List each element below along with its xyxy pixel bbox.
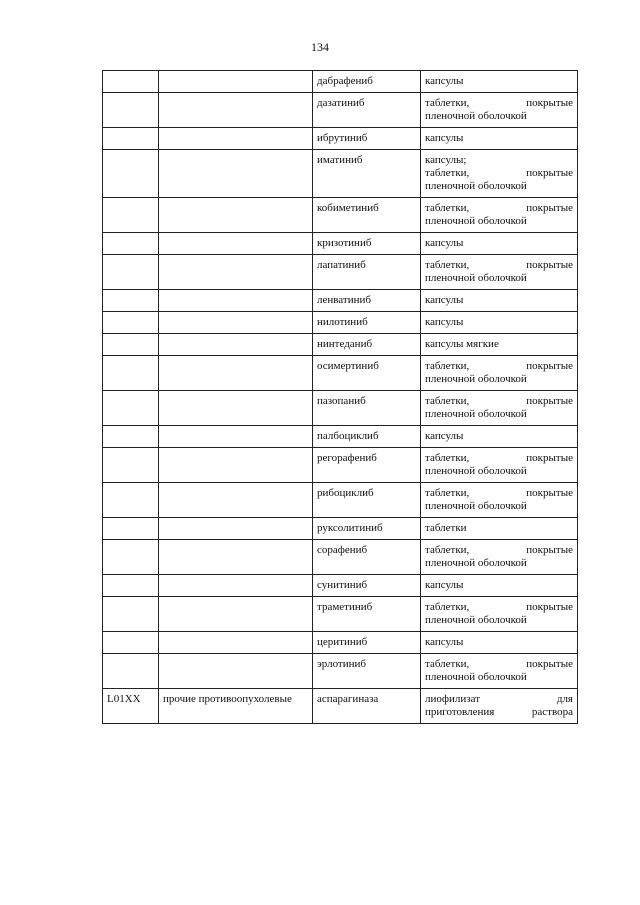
table-row [103, 93, 578, 128]
drug-name-cell: кобиметиниб [313, 198, 421, 233]
dosage-form-line: капсулы мягкие [425, 338, 499, 350]
atc-code-cell [103, 540, 159, 575]
pharmacological-group-cell [159, 654, 313, 689]
dosage-form-line: лиофилизат для [425, 693, 573, 705]
pharmacological-group-cell [159, 426, 313, 448]
dosage-form-cell [421, 518, 578, 540]
pharmacological-group-cell [159, 391, 313, 426]
dosage-form-line: пленочной оболочкой [425, 110, 527, 122]
atc-code-cell [103, 356, 159, 391]
atc-code-cell [103, 128, 159, 150]
dosage-form-cell [421, 150, 578, 198]
atc-code-cell [103, 93, 159, 128]
pharmacological-group-cell [159, 356, 313, 391]
pharmacological-group-cell [159, 150, 313, 198]
dosage-form-cell [421, 689, 578, 724]
drug-name-cell: сунитиниб [313, 575, 421, 597]
pharmacological-group-cell [159, 575, 313, 597]
dosage-form-line: пленочной оболочкой [425, 408, 527, 420]
table-row [103, 128, 578, 150]
table-row [103, 540, 578, 575]
drug-name-cell: рибоциклиб [313, 483, 421, 518]
drug-name-cell: дазатиниб [313, 93, 421, 128]
dosage-form-cell [421, 198, 578, 233]
atc-code-cell [103, 575, 159, 597]
dosage-form-cell [421, 632, 578, 654]
atc-code-cell [103, 426, 159, 448]
dosage-form-line: таблетки, покрытые [425, 167, 573, 179]
table-row [103, 632, 578, 654]
table-row [103, 597, 578, 632]
atc-code-cell [103, 255, 159, 290]
dosage-form-cell [421, 290, 578, 312]
dosage-form-cell [421, 334, 578, 356]
dosage-form-cell [421, 654, 578, 689]
dosage-form-cell [421, 483, 578, 518]
atc-code-cell [103, 198, 159, 233]
atc-code-cell [103, 654, 159, 689]
table-row [103, 233, 578, 255]
drug-name-cell: ибрутиниб [313, 128, 421, 150]
pharmacological-group-cell [159, 71, 313, 93]
dosage-form-line: капсулы [425, 75, 464, 87]
dosage-form-line: пленочной оболочкой [425, 465, 527, 477]
table-row [103, 518, 578, 540]
table-row [103, 575, 578, 597]
atc-code-cell [103, 334, 159, 356]
dosage-form-line: пленочной оболочкой [425, 215, 527, 227]
dosage-form-line: таблетки, покрытые [425, 452, 573, 464]
dosage-form-line: пленочной оболочкой [425, 272, 527, 284]
drug-name-cell: палбоциклиб [313, 426, 421, 448]
drug-name-cell: кризотиниб [313, 233, 421, 255]
table-body [103, 71, 578, 724]
dosage-form-line: капсулы [425, 579, 464, 591]
dosage-form-line: пленочной оболочкой [425, 557, 527, 569]
drug-name-cell: иматиниб [313, 150, 421, 198]
dosage-form-cell [421, 540, 578, 575]
atc-code-cell [103, 150, 159, 198]
atc-code-cell: L01XX [103, 689, 159, 724]
dosage-form-cell [421, 391, 578, 426]
table-row [103, 426, 578, 448]
table-row [103, 356, 578, 391]
dosage-form-line: пленочной оболочкой [425, 671, 527, 683]
dosage-form-line: капсулы [425, 316, 464, 328]
atc-code-cell [103, 632, 159, 654]
drug-name-cell: пазопаниб [313, 391, 421, 426]
dosage-form-cell [421, 448, 578, 483]
atc-code-cell [103, 312, 159, 334]
dosage-form-line: таблетки, покрытые [425, 601, 573, 613]
dosage-form-line: пленочной оболочкой [425, 614, 527, 626]
drug-name-cell: дабрафениб [313, 71, 421, 93]
dosage-form-cell [421, 93, 578, 128]
table-row [103, 71, 578, 93]
table-row [103, 654, 578, 689]
dosage-form-line: таблетки, покрытые [425, 97, 573, 109]
drug-name-cell: осимертиниб [313, 356, 421, 391]
dosage-form-line: пленочной оболочкой [425, 180, 527, 192]
drug-table [102, 70, 578, 724]
pharmacological-group-cell [159, 448, 313, 483]
dosage-form-line: капсулы [425, 430, 464, 442]
dosage-form-line: капсулы [425, 294, 464, 306]
atc-code-cell [103, 597, 159, 632]
drug-name-cell: ленватиниб [313, 290, 421, 312]
dosage-form-line: капсулы [425, 237, 464, 249]
drug-name-cell: нилотиниб [313, 312, 421, 334]
dosage-form-line: таблетки [425, 522, 467, 534]
atc-code-cell [103, 71, 159, 93]
table-row [103, 448, 578, 483]
dosage-form-cell [421, 426, 578, 448]
atc-code-cell [103, 233, 159, 255]
dosage-form-line: капсулы [425, 636, 464, 648]
pharmacological-group-cell [159, 312, 313, 334]
dosage-form-cell [421, 255, 578, 290]
table-row [103, 391, 578, 426]
drug-name-cell: лапатиниб [313, 255, 421, 290]
dosage-form-cell [421, 597, 578, 632]
drug-name-cell: нинтеданиб [313, 334, 421, 356]
atc-code-cell [103, 518, 159, 540]
pharmacological-group-cell [159, 290, 313, 312]
dosage-form-line: приготовления раствора [425, 706, 573, 718]
pharmacological-group-cell [159, 483, 313, 518]
dosage-form-line: капсулы; [425, 154, 467, 166]
dosage-form-line: таблетки, покрытые [425, 395, 573, 407]
drug-name-cell: сорафениб [313, 540, 421, 575]
dosage-form-cell [421, 575, 578, 597]
dosage-form-line: таблетки, покрытые [425, 658, 573, 670]
table-row [103, 689, 578, 724]
pharmacological-group-cell [159, 632, 313, 654]
atc-code-cell [103, 290, 159, 312]
pharmacological-group-cell [159, 128, 313, 150]
atc-code-cell [103, 483, 159, 518]
pharmacological-group-cell [159, 540, 313, 575]
dosage-form-line: капсулы [425, 132, 464, 144]
pharmacological-group-cell [159, 518, 313, 540]
table-row [103, 255, 578, 290]
dosage-form-line: пленочной оболочкой [425, 373, 527, 385]
table-row [103, 483, 578, 518]
atc-code-cell [103, 448, 159, 483]
pharmacological-group-cell [159, 93, 313, 128]
dosage-form-line: таблетки, покрытые [425, 202, 573, 214]
dosage-form-line: таблетки, покрытые [425, 360, 573, 372]
table-row [103, 312, 578, 334]
dosage-form-cell [421, 233, 578, 255]
drug-name-cell: эрлотиниб [313, 654, 421, 689]
drug-name-cell: руксолитиниб [313, 518, 421, 540]
dosage-form-cell [421, 356, 578, 391]
dosage-form-cell [421, 312, 578, 334]
table-row [103, 334, 578, 356]
drug-name-cell: аспарагиназа [313, 689, 421, 724]
dosage-form-line: таблетки, покрытые [425, 544, 573, 556]
drug-name-cell: регорафениб [313, 448, 421, 483]
pharmacological-group-cell [159, 198, 313, 233]
dosage-form-line: таблетки, покрытые [425, 487, 573, 499]
pharmacological-group-cell: прочие противоопухолевые [159, 689, 313, 724]
drug-name-cell: траметиниб [313, 597, 421, 632]
dosage-form-line: таблетки, покрытые [425, 259, 573, 271]
pharmacological-group-cell [159, 255, 313, 290]
dosage-form-cell [421, 128, 578, 150]
pharmacological-group-cell [159, 233, 313, 255]
dosage-form-line: пленочной оболочкой [425, 500, 527, 512]
drug-name-cell: церитиниб [313, 632, 421, 654]
table-row [103, 198, 578, 233]
page-number: 134 [311, 40, 329, 54]
dosage-form-cell [421, 71, 578, 93]
table-row [103, 150, 578, 198]
table-row [103, 290, 578, 312]
pharmacological-group-cell [159, 597, 313, 632]
atc-code-cell [103, 391, 159, 426]
pharmacological-group-cell [159, 334, 313, 356]
